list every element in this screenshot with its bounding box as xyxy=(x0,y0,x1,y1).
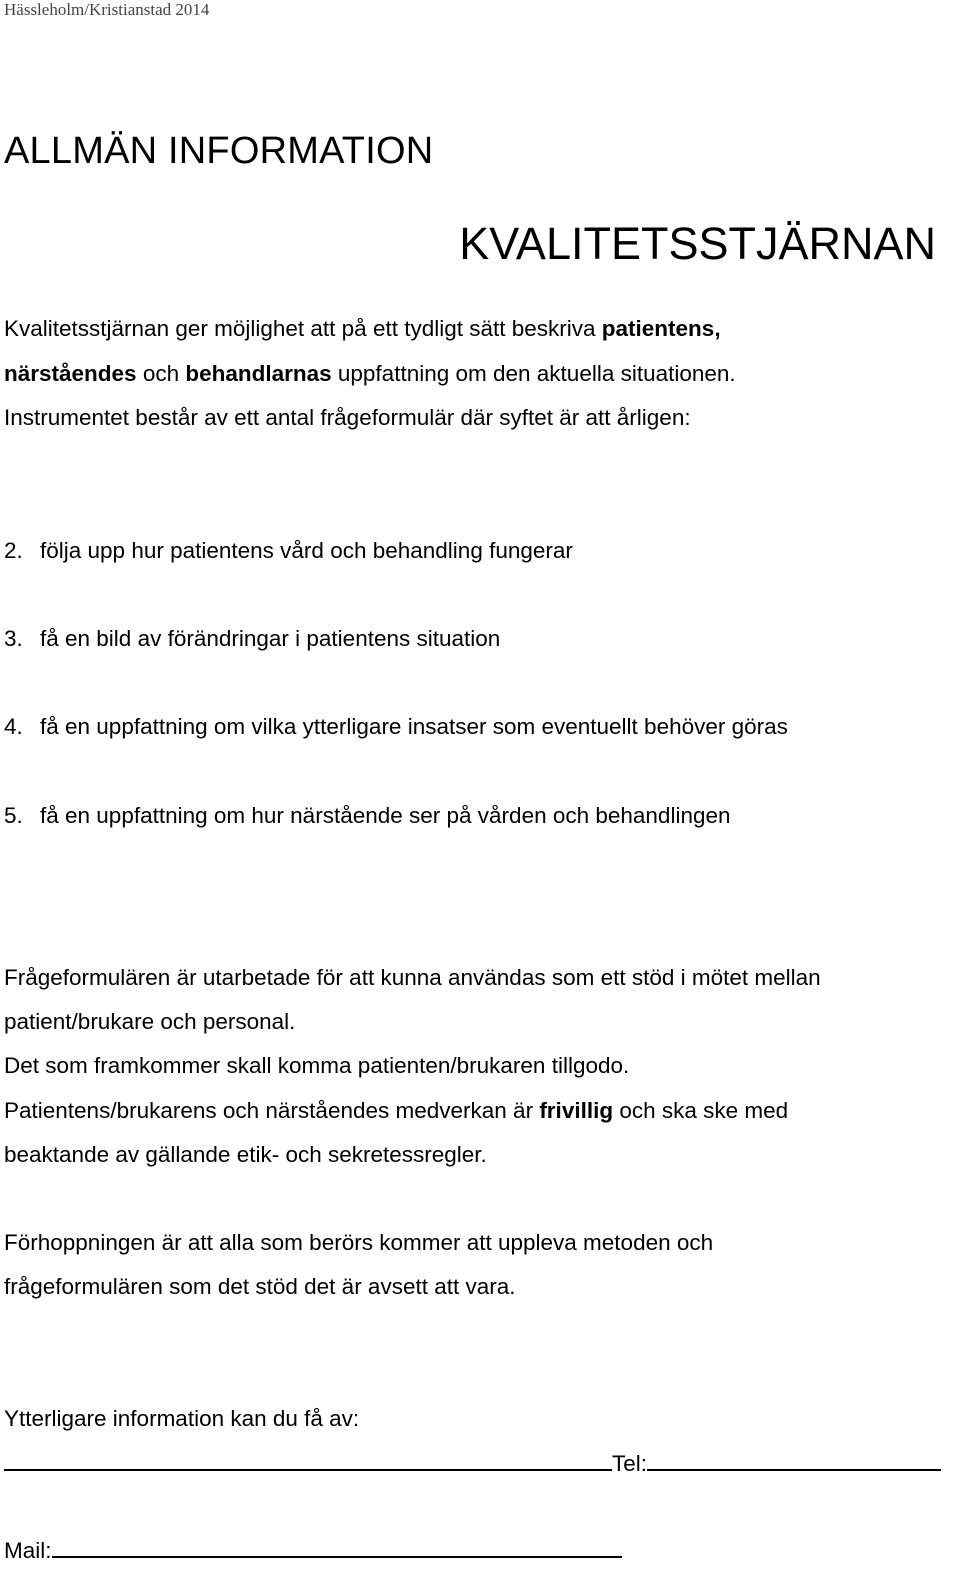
intro-line-1-text: Kvalitetsstjärnan ger möjlighet att på ett tydligt sätt beskriva xyxy=(4,316,602,341)
intro-bold-behandlarnas: behandlarnas xyxy=(185,361,332,386)
goal-number: 2. xyxy=(4,538,23,563)
name-fill-line xyxy=(4,1468,612,1471)
document-title: KVALITETSSTJÄRNAN xyxy=(459,218,936,269)
intro-line-2-text-b: uppfattning om den aktuella situationen. xyxy=(331,361,736,386)
contact-mail-row xyxy=(4,1538,622,1564)
goal-number: 3. xyxy=(4,626,23,651)
closing-line-2: frågeformulären som det stöd det är avsett att vara. xyxy=(4,1274,516,1299)
intro-line-1 xyxy=(4,316,721,342)
goal-text: få en bild av förändringar i patientens situation xyxy=(40,626,501,651)
intro-line-3: Instrumentet består av ett antal frågeformulär där syftet är att årligen: xyxy=(4,405,691,430)
intro-bold-patientens: patientens, xyxy=(601,316,721,341)
tel-label: Tel: xyxy=(612,1451,648,1476)
goal-number: 4. xyxy=(4,714,23,739)
goal-text: få en uppfattning om vilka ytterligare insatser som eventuellt behöver göras xyxy=(40,714,788,739)
contact-name-tel-row xyxy=(4,1451,941,1477)
mail-label: Mail: xyxy=(4,1538,52,1563)
contact-intro: Ytterligare information kan du få av: xyxy=(4,1406,360,1431)
intro-line-2 xyxy=(4,361,736,387)
intro-line-2-text-a: och xyxy=(136,361,186,386)
goal-item xyxy=(4,626,500,652)
goal-text: följa upp hur patientens vård och behandling fungerar xyxy=(40,538,573,563)
document-header: Hässleholm/Kristianstad 2014 xyxy=(4,0,210,19)
goal-text: få en uppfattning om hur närstående ser på vården och behandlingen xyxy=(40,803,731,828)
goal-item xyxy=(4,538,573,564)
tel-fill-line xyxy=(647,1468,941,1471)
goal-item xyxy=(4,803,731,829)
body-line-4-text-b: och ska ske med xyxy=(613,1098,789,1123)
body-line-1: Frågeformulären är utarbetade för att kunna användas som ett stöd i mötet mellan xyxy=(4,965,821,990)
body-line-4-text-a: Patientens/brukarens och närståendes medverkan är xyxy=(4,1098,540,1123)
body-line-5: beaktande av gällande etik- och sekretessregler. xyxy=(4,1142,487,1167)
body-bold-frivillig: frivillig xyxy=(539,1098,614,1123)
body-line-2: patient/brukare och personal. xyxy=(4,1009,296,1034)
section-heading: ALLMÄN INFORMATION xyxy=(4,130,434,172)
mail-fill-line xyxy=(52,1555,622,1558)
goal-number: 5. xyxy=(4,803,23,828)
intro-bold-narstaendes: närståendes xyxy=(4,361,137,386)
goal-item xyxy=(4,714,788,740)
closing-line-1: Förhoppningen är att alla som berörs kommer att uppleva metoden och xyxy=(4,1230,714,1255)
body-line-3: Det som framkommer skall komma patienten/brukaren tillgodo. xyxy=(4,1053,630,1078)
body-line-4 xyxy=(4,1098,788,1124)
